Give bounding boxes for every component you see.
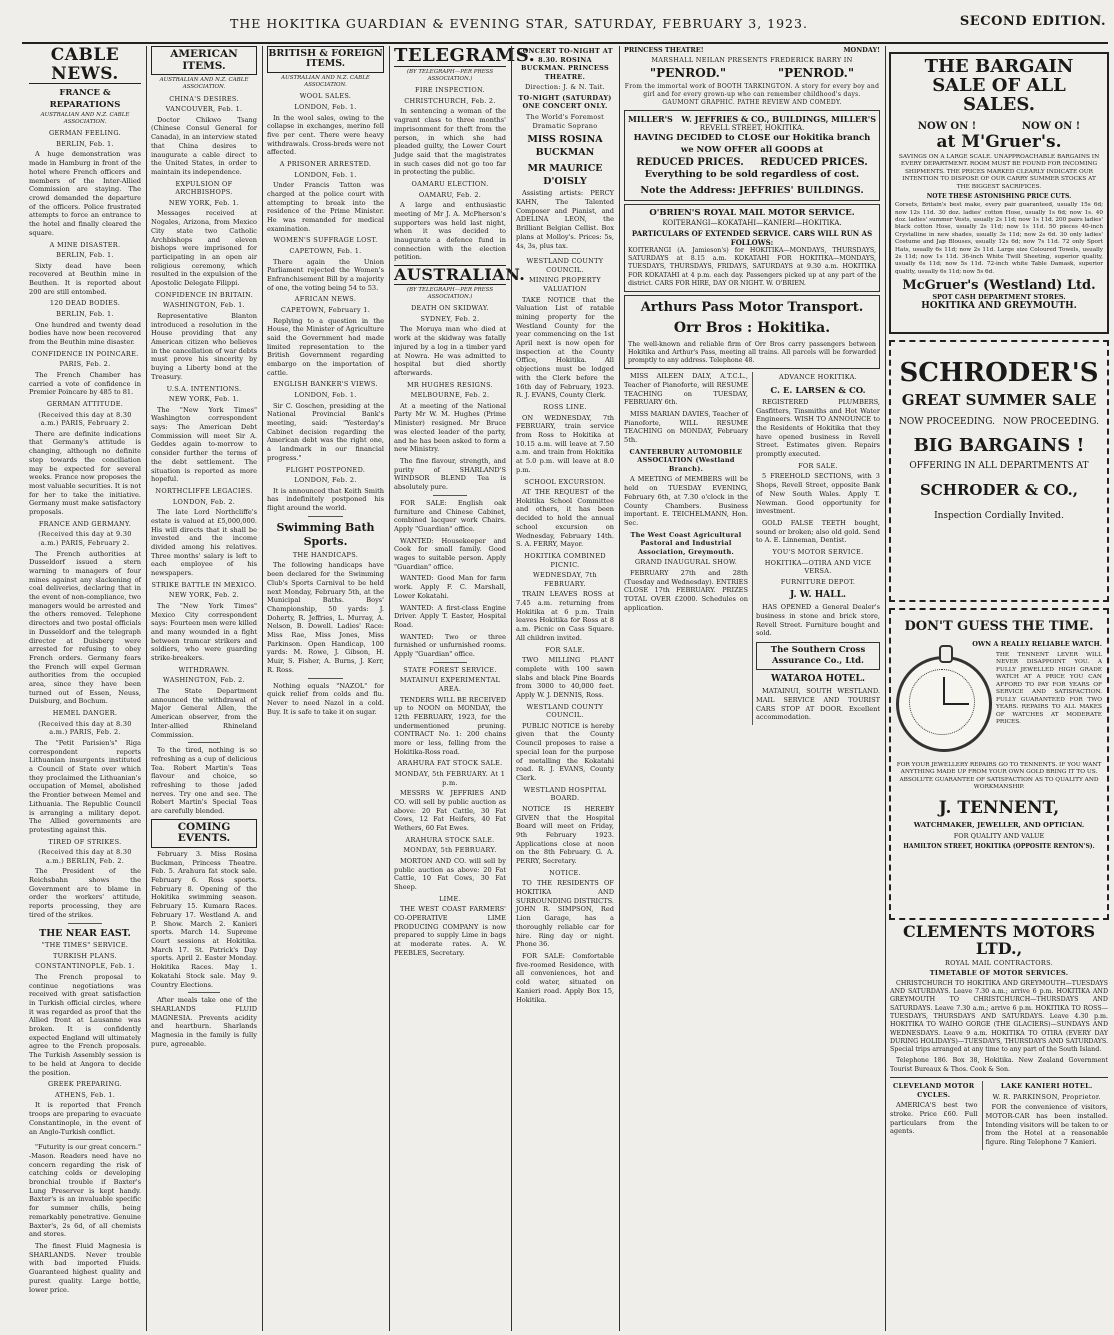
article-heading: TURKISH PLANS. (53, 951, 117, 960)
pocket-watch-icon (896, 656, 992, 752)
mcgruers-tagline: SPOT CASH DEPARTMENT STORES. (932, 292, 1066, 301)
article-heading: FRANCE AND GERMANY. (38, 519, 132, 528)
advert-paragraph: Nothing equals "NAZOL" for quick relief from colds and flu. Never to need Nazol in a cold. Buy. It is safe to take it on sugar. (267, 681, 384, 716)
divider (308, 678, 343, 679)
schroders-sale-ad (889, 340, 1109, 602)
schroders-title: SCHRODER'S (899, 358, 1099, 388)
ad-heading: FURNITURE DEPOT. (780, 577, 856, 586)
coming-events-heading: COMING EVENTS. (151, 819, 257, 848)
article-dateline: LONDON, Feb. 2. (294, 476, 357, 485)
masthead-rule (22, 42, 1108, 44)
cleveland-heading: CLEVELAND MOTOR CYCLES. (893, 1082, 975, 1099)
article-body: It is announced that Keith Smith has indefinitely postponed his flight around the world. (267, 486, 384, 513)
article-heading: U.S.A. INTENTIONS. (166, 384, 242, 393)
column-telegrams (391, 45, 536, 1331)
advert-paragraph: The finest Fluid Magnesia is SHARLANDS. Never trouble with bad imported Fluids. Guaranteed highest quality and purest quality. Large bottle, lower price. (29, 1241, 141, 1294)
reduced-prices: REDUCED PRICES. (760, 156, 868, 168)
classified-ad: WANTED: Two or three furnished or unfurnished rooms. Apply "Guardian" office. (394, 632, 506, 659)
millers-announcement: HAVING DECIDED to CLOSE our Hokitika branch we NOW OFFER all GOODS at (633, 133, 871, 155)
sale-heading: ARAHURA STOCK SALE. (405, 835, 495, 844)
notice-body: TENDERS WILL BE RECEIVED up to NOON on MONDAY, the 12th FEBRUARY, 1923, for the undermentioned pruning. CONTRACT No. 1: 200 chains more or less, felling from the Hokitika-Ross road. (394, 695, 506, 756)
article-dateline: MELBOURNE, Feb. 2. (410, 391, 490, 400)
concert-body: Assisting artists: PERCY KAHN, The Talented Composer and Pianist, and ADELINA LEON, the Brilliant Belgian Cellist. Box plans at Molloy's. Prices: 5s, 4s, 3s, plus tax. (516, 189, 614, 250)
classified-ad: FOR SALE: Comfortable five-roomed Residence, with all conveniences, hot and cold water, situated on Kanieri road. Apply Box 15, Hokitika. (516, 951, 614, 1004)
now-proceeding-label: NOW PROCEEDING. (899, 417, 995, 428)
classified-ad: MISS MARIAN DAVIES, Teacher of Pianoforte, WILL RESUME TEACHING on MONDAY, February 5th. (624, 409, 748, 445)
service-credit: "THE TIMES" SERVICE. (41, 941, 129, 950)
article-dateline: LONDON, Feb. 2. (172, 497, 236, 506)
concert-heading: CONCERT TO-NIGHT AT 8.30. ROSINA BUCKMAN. PRINCESS THEATRE. (517, 47, 613, 81)
near-east-heading: THE NEAR EAST. (39, 927, 131, 939)
article-dateline: BERLIN, Feb. 1. (56, 139, 114, 148)
notice-date: WEDNESDAY, 7th FEBRUARY. (533, 571, 597, 588)
article-heading: FLIGHT POSTPONED. (285, 465, 366, 474)
obriens-timetable: KOITERANGI (A. Jamieson's) for HOKITIKA—MONDAYS, THURSDAYS, SATURDAYS at 8.15 a.m. KOKATAHI FOR HOKITIKA—MONDAYS, TUESDAYS, THURSDAYS, FRIDAYS, SATURDAYS at 9.30 a.m. HOKITIKA FOR KOKATAHI at 4 p.m. each day. Passengers picked up at any part of the district. CARS FOR HIRE, DAY OR NIGHT. W. O'BRIEN. (628, 247, 876, 287)
notice-heading: NOTICE. (549, 868, 581, 877)
notice-body: TWO MILLING PLANT complete with 100 sawn slabs and black Pine Boards from 3000 to 40,000 feet. Apply W. J. DENNIS, Ross. (516, 656, 614, 699)
offering-text: OFFERING IN ALL DEPARTMENTS AT (909, 460, 1089, 471)
coming-events-list: February 3. Miss Rosina Buckman, Princess Theatre. Feb. 5. Arahura fat stock sale. February 6. Ross sports. February 8. Opening of the Hokitika swimming season. February 15. Kumara Races. February 17. Westland A. and P. Show. March 2. Kanieri sports. March 14. Supreme Court sessions at Hokitika. March 17. St. Patrick's Day sports. April 2. Easter Monday. Hokitika Races. May 1. Kokatahi Stock sale. May 9. Country Elections. (151, 849, 257, 989)
obriens-route: KOITERANGI—KOKATAHI—KANIERI—HOKITIKA. (662, 219, 842, 228)
millers-address-note: Note the Address: JEFFRIES' BUILDINGS. (640, 184, 864, 196)
millers-ad (624, 110, 880, 201)
column-rule (511, 46, 512, 1331)
press-association-credit: (BY TELEGRAPH—PER PRESS ASSOCIATION.) (406, 68, 494, 83)
price-list: Corsets, Britain's best make, every pair guaranteed, usually 15s 6d; now 12s 11d. 30 doz. ladies' cotton Hose, usually 1s 6d; now 1s. 40 doz. ladies' summer Vests, usually 2s 11d; now 1s 11d. 200 pairs ladies' black cotton Hose, usually 2s 11d; now 1s 11d. 50 pieces 40-inch Crystalline in new shades, usually 3s 11d; now 2s 6d. 30 only ladies' Costume and Jap Blouses, usually 12s 6d; now 7s 11d. 72 only Sport Hats, usually 6s 11d; now 2s 11d. Large size Coloured Towels, usually 2s 11d; now 1s 11d. 36-inch White Twill Sheeting, superior quality, usually 6s 11d; now 5s 11d. 72-inch white Table Damask, superior quality, usually 6s 11d; now 5s 6d. (895, 202, 1103, 275)
column-rule (146, 46, 147, 1331)
classified-ad: MATAINUI, SOUTH WESTLAND. MAIL SERVICE AND TOURIST CARS STOP AT DOOR. Excellent accommodation. (756, 687, 880, 722)
notice-body: A MEETING of MEMBERS will be held on TUESDAY EVENING, February 6th, at 7.30 o'clock in the County Chambers. Business important. E. TEICHELMANN, Hon. Sec. (624, 475, 748, 527)
article-body: The late Lord Northcliffe's estate is valued at £5,000,000. His will directs that it shall be invested and the income divided among his relatives. Three months' salary is left to each employee of his newspapers. (151, 508, 257, 578)
film-titles (624, 66, 880, 82)
lake-kanieri-heading: LAKE KANIERI HOTEL. (1000, 1082, 1093, 1091)
article-dateline: NEW YORK, Feb. 1. (168, 198, 240, 207)
advert-paragraph: "Futurity is our great concern." -Mason. Readers need have no concern regarding the risk of catching colds or developing bronchial trouble if Baxter's Lung Preserver is kept handy. Baxter's is an invaluable specific for summer chills, being remarkably penetrative. Genuine Baxter's, 2s 6d, of all chemists and stores. (29, 1143, 141, 1239)
article-body: Doctor Chikwo Tsang (Chinese Consul General for Canada), in an interview stated that China desires to inaugurate a cable direct to the United States, in order to maintain its independence. (151, 115, 257, 176)
article-dateline: LONDON, Feb. 1. (294, 391, 357, 400)
divider (550, 253, 579, 254)
notice-heading: SCHOOL EXCURSION. (524, 477, 606, 486)
article-body: The French proposal to continue negotiations was received with great satisfaction in Turkish official circles, where it was regarded as proof that the Allied front at Lausanne was broken. It is confidently expected England will ultimately agree to the French proposals. The Turkish Assembly session is to be held at Angora to decide the position. (29, 972, 141, 1077)
classified-ad: WANTED: Good Man for farm work. Apply F. C. Marshall, Lower Kokatahi. (394, 574, 506, 600)
article-heading: GERMAN ATTITUDE. (46, 400, 124, 408)
article-dateline: CAPETOWN, February 1. (280, 305, 371, 314)
millers-tagline: Everything to be sold regardless of cost. (644, 169, 860, 181)
tennent-trade: WATCHMAKER, JEWELLER, AND OPTICIAN. (913, 820, 1085, 829)
article-heading: STATE FOREST SERVICE. (403, 665, 497, 674)
mcgruers-company: McGruer's (Westland) Ltd. (902, 278, 1096, 294)
article-dateline: (Received this day at 8.30 a.m.) PARIS, Feb. 2. (38, 719, 132, 737)
article-body: The President of the Reichsbahn shows the Government are to blame in order the workers' attitude, reports processing, they are tired of the strikes. (29, 867, 141, 919)
article-dateline: ATHENS, Feb. 1. (54, 1090, 116, 1099)
article-dateline: WASHINGTON, Feb. 2. (163, 676, 245, 685)
edition-label: SECOND EDITION. (959, 14, 1106, 29)
notice-body: ON WEDNESDAY, 7th FEBRUARY, train service from Ross to Hokitika at 10.15 a.m. will leave at 7.50 a.m. and train from Hokitika at 5.0 p.m. will leave at 8.0 p.m. (516, 413, 614, 474)
bargain-sale-title: THE BARGAIN SALE OF ALL SALES. (924, 56, 1074, 115)
article-dateline: CONSTANTINOPLE, Feb. 1. (35, 962, 135, 971)
article-subheading: MATAINUI EXPERIMENTAL AREA. (399, 676, 501, 693)
orr-bros-name: Orr Bros : Hokitika. (673, 320, 831, 337)
article-dateline: VANCOUVER, Feb. 1. (165, 105, 243, 114)
column-notices (513, 46, 617, 1331)
mcgruers-name: at M'Gruer's. (936, 131, 1062, 152)
article-dateline: LONDON, Feb. 1. (294, 170, 357, 179)
great-summer-sale: GREAT SUMMER SALE (901, 391, 1097, 410)
clements-motors-ad (887, 924, 1111, 1331)
advert-paragraph: The fine flavour, strength, and purity of SHARLAND'S WINDSOR BLEND Tea is absolutely pure. (394, 457, 506, 492)
notice-heading: FOR SALE. (545, 645, 585, 654)
article-body: The "New York Times" Mexico City correspondent says: Fourteen men were killed and many wounded in a fight between tramcar strikers and soldiers, who were guarding strike-breakers. (151, 601, 257, 663)
reduced-prices: REDUCED PRICES. (636, 156, 744, 168)
now-proceeding-label: NOW PROCEEDING. (1003, 417, 1099, 428)
masthead (0, 0, 1114, 44)
sale-intro: SAVINGS ON A LARGE SCALE. UNAPPROACHABLE BARGAINS IN EVERY DEPARTMENT. ROOM MUST BE FOUND FOR INCOMING SHIPMENTS. THE PRICES MARKED CLEARLY INDICATE OUR INTENTION TO DISPOSE OF OUR CARRY SUMMER STOCKS AT THE BIGGEST SACRIFICES. (898, 153, 1100, 190)
notice-heading: WESTLAND HOSPITAL BOARD. (523, 785, 607, 803)
article-heading: HEMEL DANGER. (52, 709, 118, 718)
article-dateline: BERLIN, Feb. 1. (56, 310, 114, 319)
notice-body: TAKE NOTICE that the Valuation List of ratable mining property for the Westland County for the year commencing on the 1st April next is now open for inspection at the County Office, Hokitika. All objections must be lodged with the Clerk before the 16th day of February, 1923. R. J. EVANS, County Clerk. (516, 295, 614, 400)
cleveland-body: AMERICA'S best two stroke. Price £60. Full particulars from the agents. (890, 1101, 978, 1136)
british-foreign-heading: BRITISH & FOREIGN ITEMS. (267, 46, 384, 73)
inspection-invited: Inspection Cordially Invited. (934, 510, 1064, 521)
article-heading: DEATH ON SKIDWAY. (411, 304, 489, 313)
article-heading: A MINE DISASTER. (49, 240, 121, 249)
sale-heading: ARAHURA FAT STOCK SALE. (397, 759, 503, 768)
article-body: A large and enthusiastic meeting of Mr J. A. McPherson's supporters was held last night, when it was decided to inaugurate a defence fund in connection with the election petition. (394, 201, 506, 262)
advert-paragraph: To the tired, nothing is so refreshing as a cup of delicious Tea. Robert Martin's Teas flavour and choice, so refreshing to those jaded nerves. Try one and see. The Robert Martin's Special Teas are carefully blended. (151, 746, 257, 816)
obriens-motor-ad (624, 204, 880, 292)
article-body: There are definite indications that Germany's attitude is changing, although no definite step towards the conciliation may be expected for several weeks. France now proposes the most valuable securities. It is not for her to take the initiative. Germany must make satisfactory proposals. (29, 429, 141, 517)
now-on-label: NOW ON ! (1021, 120, 1081, 132)
notice-heading: WESTLAND COUNTY COUNCIL. (526, 702, 604, 720)
concert-tagline: The World's Foremost Dramatic Soprano (525, 113, 605, 130)
article-body: Representative Blanton introduced a resolution in the House providing that any American citizen who believes in the cancellation of war debts must prove his sincerity by buying a Liberty bond at the Treasury. (151, 311, 257, 381)
obriens-title: O'BRIEN'S ROYAL MAIL MOTOR SERVICE. (649, 208, 855, 219)
concert-date: TO-NIGHT (SATURDAY) ONE CONCERT ONLY. (518, 93, 612, 111)
american-items-heading: AMERICAN ITEMS. (151, 46, 257, 75)
telegrams-heading: TELEGRAMS. (394, 45, 536, 66)
notice-heading: HOKITIKA COMBINED PICNIC. (524, 552, 606, 569)
bottom-ads (890, 1081, 1108, 1150)
article-heading: GREEK PREPARING. (48, 1080, 122, 1089)
article-dateline: CAPETOWN, Feb. 1. (289, 247, 362, 255)
schroder-company: SCHRODER & CO., (920, 480, 1078, 499)
article-body: The following handicaps have been declared for the Swimming Club's Sports Carnival to be held next Monday, February 5th, at the Municipal Baths. Boys' Championship, 50 yards: J. Doherty, R. Jeffries, L. Murray, A. Nelson, B. Dowell. Ladies' Race: Miss Rae, Miss Jones, Miss Parkinson. Open Handicap, 100 yards: M. Rowe, J. Gibson, H. Muir, S. Fisher, A. Burns, J. Kerr, R. Ross. (267, 561, 384, 674)
divider (68, 1139, 102, 1140)
tennent-watch-ad (889, 608, 1109, 920)
article-heading: GERMAN FEELING. (48, 129, 122, 138)
article-body: The French Chamber has carried a vote of confidence in Premier Poincare by 485 to 81. (29, 370, 141, 397)
article-heading: EXPULSION OF ARCHBISHOPS. (175, 179, 233, 197)
column-rule (885, 46, 886, 1331)
column-rule (389, 46, 390, 1331)
tennent-name: J. TENNENT, (938, 797, 1060, 818)
theatre-ad-header (624, 46, 880, 55)
article-dateline: WASHINGTON, Feb. 1. (163, 301, 245, 310)
article-heading: CONFIDENCE IN BRITAIN. (154, 290, 254, 299)
sale-date: MONDAY, 5th FEBRUARY. At 1 p.m. (394, 770, 506, 787)
notice-heading: ROSS LINE. (543, 403, 587, 411)
theatre-day: MONDAY! (843, 46, 880, 54)
notice-body: PUBLIC NOTICE is hereby given that the County Council proposes to raise a special loan for the purpose of metalling the Kokatahi road. R. J. EVANS, County Clerk. (516, 721, 614, 782)
article-body: Under Francis Tatton was charged at the police court with attempting to break into the residence of the Prime Minister. He was remanded for medical examination. (267, 181, 384, 233)
divider (308, 516, 343, 517)
arthurs-pass-body: The well-known and reliable firm of Orr Bros carry passengers between Hokitika and Arthur's Pass, meeting all trains. All parcels will be forwarded promptly to any address. Telephone 48. (628, 340, 876, 364)
article-dateline: OAMARU, Feb. 2. (418, 190, 482, 199)
sale-body: MORTON AND CO. will sell by public auction as above: 20 Fat Cattle, 10 Fat Cows, 30 Fat Sheep. (394, 856, 506, 891)
article-dateline: (Received this day at 9.30 a.m.) PARIS, February 2. (38, 530, 132, 547)
column-american-items (148, 46, 260, 1331)
notice-subheading: GRAND INAUGURAL SHOW. (634, 558, 738, 567)
ad-subheading: HOKITIKA—OTIRA AND VICE VERSA. (764, 558, 872, 576)
article-body: Messages received at Nogales, Arizona, from Mexico City state two Catholic Archbishops and eleven bishops were imprisoned for participating in an open air religious ceremony, which resulted in the expulsion of the Apostolic Delegate Filippi. (151, 209, 257, 288)
cable-news-heading: CABLE NEWS. (29, 46, 141, 84)
article-body: Sir C. Goschen, presiding at the National Provincial Bank's meeting, said: "Yesterday's Cabinet decision regarding the American debt was the right one, a landmark in our financial progress." (267, 401, 384, 462)
article-heading: NORTHCLIFFE LEGACIES. (155, 487, 253, 495)
lake-kanieri-ad (982, 1081, 1109, 1150)
article-heading: CHINA'S DESIRES. (169, 94, 239, 103)
article-body: The State Department announced the withdrawal of Major General Allen, the American observer, from the Inter-allied Rhineland Commission. (151, 687, 257, 739)
column-rule (262, 46, 263, 1331)
hall-name: J. W. HALL. (789, 590, 847, 601)
article-body: In the wool sales, owing to the collapse in exchanges, merino fell five per cent. There were heavy withdrawals. Cross-breds were not affected. (267, 113, 384, 157)
article-heading: WITHDRAWN. (178, 665, 230, 674)
article-body: In sentencing a woman of the vagrant class to three months' imprisonment for theft from the person, in which she had pleaded guilty, the Lower Court Judge said that the magistrates in such cases did not go too far in protecting the public. (394, 107, 506, 177)
arthurs-pass-ad (624, 295, 880, 369)
france-reparations-heading: FRANCE & REPARATIONS (49, 88, 121, 110)
cleveland-ad (890, 1081, 978, 1150)
article-heading: A PRISONER ARRESTED. (279, 160, 372, 169)
column-rule (619, 46, 620, 1331)
mcgruers-locations: HOKITIKA AND GREYMOUTH. (921, 300, 1077, 311)
clements-contact: Telephone 186. Box 38, Hokitika. New Zealand Government Tourist Bureaux & Thos. Cook & Son. (890, 1057, 1108, 1073)
lime-body: THE WEST COAST FARMERS' CO-OPERATIVE LIME PRODUCING COMPANY is now prepared to supply Lime in bags at moderate rates. A. W. PEEBLES, Secretary. (394, 905, 506, 957)
performer-name: MR MAURICE D'OISLY (527, 163, 603, 187)
ad-heading: FOR SALE. (798, 461, 838, 470)
notice-body: TRAIN LEAVES ROSS at 7.45 a.m. returning from Hokitika at 6 p.m. Train leaves Hokitika for Ross at 8 a.m. Picnic on Cass Square. All children invited. (516, 590, 614, 642)
lime-heading: LIME. (439, 894, 461, 903)
lower-ads-left (624, 372, 748, 725)
concert-direction: Direction: J. & N. Tait. (524, 83, 606, 92)
cable-association-credit: AUSTRALIAN AND N.Z. CABLE ASSOCIATION. (281, 74, 370, 89)
notice-body: NOTICE IS HEREBY GIVEN that the Hospital Board will meet on Friday, 9th February 1923. Applications close at noon on the 8th February. G. A. PERRY, Secretary. (516, 804, 614, 866)
article-body: One hundred and twenty dead bodies have now been recovered from the Beuthin mine disaster. (29, 320, 141, 347)
article-dateline: LONDON, Feb. 1. (294, 102, 357, 111)
column-advertisements (621, 46, 883, 1331)
divider (188, 992, 220, 993)
notice-heading: The West Coast Agricultural Pastoral and Industrial Association, Greymouth. (630, 530, 742, 556)
notice-heading: CANTERBURY AUTOMOBILE ASSOCIATION (Westland Branch). (629, 447, 743, 473)
big-bargains: BIG BARGAINS ! (913, 435, 1085, 457)
article-dateline: (Received this day at 8.30 a.m.) PARIS, February 2. (38, 410, 132, 428)
now-on-label: NOW ON ! (917, 120, 977, 132)
article-heading: AFRICAN NEWS. (294, 295, 357, 304)
article-heading: STRIKE BATTLE IN MEXICO. (151, 580, 257, 589)
article-heading: WOOL SALES. (299, 92, 352, 101)
sale-date: MONDAY, 5th FEBRUARY. (403, 846, 497, 855)
article-body: Replying to a question in the House, the Minister of Agriculture said the Government had made limited representation to the British Government regarding embargo on the importation of cattle. (267, 316, 384, 377)
dont-guess-time: DON'T GUESS THE TIME. (904, 619, 1094, 634)
film-title: "PENROD." (649, 66, 727, 81)
classified-ad: FOR SALE: English oak furniture and Chinese Cabinet, combined lacquer work Chairs. Apply "Guardian" office. (394, 498, 506, 533)
article-heading: ENGLISH BANKER'S VIEWS. (273, 380, 378, 389)
article-heading: MR HUGHES RESIGNS. (406, 380, 494, 389)
tennent-lever-text: THE TENNENT LEVER WILL NEVER DISAPPOINT YOU. A FULLY JEWELLED HIGH GRADE WATCH AT A PRICE YOU CAN AFFORD TO PAY FOR YEARS OF SERVICE AND SATISFACTION. FULLY GUARANTEED FOR TWO YEARS. REPAIRS TO ALL MAKES OF WATCHES AT MODERATE PRICES. (996, 651, 1102, 726)
masthead-title: THE HOKITIKA GUARDIAN & EVENING STAR, SATURDAY, FEBRUARY 3, 1923. (230, 16, 808, 31)
jewellery-repairs-text: FOR YOUR JEWELLERY REPAIRS GO TO TENNENTS. IF YOU WANT ANYTHING MADE UP FROM YOUR OWN GOLD BRING IT TO US. ABSOLUTE GUARANTEE OF SATISFACTION AS TO QUALITY AND WORKMANSHIP. (896, 761, 1102, 791)
millers-label: MILLER'S (628, 113, 673, 124)
divider (68, 923, 102, 924)
column-cable-news (26, 46, 144, 1331)
ad-heading: ADVANCE HOKITIKA. (779, 373, 857, 382)
article-body: There again the Union Parliament rejected the Women's Enfranchisement Bill by a majority of one, the voting being 54 to 53. (267, 257, 384, 292)
theatre-presents: MARSHALL NEILAN PRESENTS FREDERICK BARRY IN (651, 55, 853, 64)
watch-ad-body (896, 652, 1102, 756)
film-description: From the immortal work of BOOTH TARKINGTON. A story for every boy and girl and for every grown-up who can remember childhood's days. GAUMONT GRAPHIC. PATHE REVIEW AND COMEDY. (624, 82, 880, 106)
theatre-name: PRINCESS THEATRE! (624, 46, 704, 54)
wataroa-hotel-heading: WATAROA HOTEL. (770, 674, 865, 685)
column-british-foreign (264, 46, 387, 1331)
classified-ad: HAS OPENED a General Dealer's business in stone and brick store, Revell Street. Furniture bought and sold. (756, 603, 880, 638)
article-body: A huge demonstration was made in Hamburg in front of the hotel where French officers and members of the Inter-Allied Commission are staying. The crowd demanded the departure of the officers. Police frustrated attempts to force an entrance to the hotel and finally cleared the square. (29, 150, 141, 237)
advert-paragraph: After meals take one of the SHARLANDS FLUID MAGNESIA. Prevents acidity and heartburn. Sharlands Magnesia in the family is fully pure, agreeable. (151, 996, 257, 1048)
southern-cross-ad: The Southern Cross Assurance Co., Ltd. (756, 642, 880, 670)
classified-ad: MISS AILEEN DALY, A.T.C.L., Teacher of Pianoforte, will RESUME TEACHING on TUESDAY, FEBRUARY 6th. (624, 372, 748, 407)
obriens-subtitle: PARTICULARS OF EXTENDED SERVICE. CARS WILL RUN AS FOLLOWS: (631, 228, 873, 247)
film-title: "PENROD." (777, 66, 855, 81)
cable-association-credit: AUSTRALIAN AND N.Z. CABLE ASSOCIATION. (40, 111, 130, 126)
article-body: At a meeting of the National Party Mr W. M. Hughes (Prime Minister) resigned. Mr Bruce was elected leader of the party, and he has been asked to form a new Ministry. (394, 401, 506, 454)
tennent-address: HAMILTON STREET, HOKITIKA (OPPOSITE RENTON'S). (903, 842, 1095, 850)
article-dateline: NEW YORK, Feb. 2. (168, 591, 240, 600)
sale-body: MESSRS W. JEFFRIES AND CO. will sell by public auction as above: 20 Fat Cattle, 30 Fat Cows, 12 Fat Heifers, 40 Fat Wethers, 60 Fat Ewes. (394, 789, 506, 832)
article-body: The "Petit Parisien's" Riga correspondent reports Lithuanian insurgents instituted a Council of State over which they proclaimed the Lithuanian's occupation of Memel, abolished the Frontier between Memel and Lithuania. The Republic Council is arranging a military depot. The Allied governments are protesting against this. (29, 738, 141, 834)
lake-kanieri-body: FOR the convenience of visitors, MOTOR-CAR has been installed. Intending visitors will be taken to or from the Hotel at a reasonable figure. Ring Telephone 7 Kanieri. (985, 1103, 1108, 1146)
article-dateline: SYDNEY, Feb. 2. (420, 314, 480, 323)
notice-subheading: MINING PROPERTY VALUATION (528, 276, 602, 293)
ad-heading: YOU'S MOTOR SERVICE. (772, 548, 864, 557)
article-dateline: CHRISTCHURCH, Feb. 2. (404, 96, 496, 105)
article-dateline: NEW YORK, Feb. 1. (168, 395, 240, 404)
article-heading: 120 DEAD BODIES. (49, 299, 121, 308)
swimming-sports-heading: Swimming Bath Sports. (276, 520, 375, 549)
divider (433, 495, 467, 496)
article-dateline: BERLIN, Feb. 1. (56, 251, 114, 260)
classified-ad: 5 FREEHOLD SECTIONS, with 3 Shops, Revell Street, opposite Bank of New South Wales. Apply T. Newman. Good opportunity for investment. (756, 472, 880, 516)
article-body: The French authorities at Dusseldorf issued a stern warning to managers of four mines against any slackening of coal deliveries, declaring that in the event of non-compliance, two managers would be arrested and the others removed. Telephone directors and two postal officials in Dusseldorf and the telegraph director at Duisberg were arrested for refusing to obey French orders. Germany fears the French will expel German authorities from the occupied area, since they have been turned out of Essen, Neuss, Duisburg, and Bochum. (29, 549, 141, 706)
article-heading: OAMARU ELECTION. (411, 180, 489, 189)
article-heading: FIRE INSPECTION. (415, 86, 485, 95)
divider (433, 662, 467, 663)
larsen-name: C. E. LARSEN & CO. (770, 385, 866, 396)
press-association-credit: (BY TELEGRAPH—PER PRESS ASSOCIATION.) (406, 286, 494, 300)
clements-motors-title: CLEMENTS MOTORS LTD., (902, 922, 1096, 958)
timetable-heading: TIMETABLE OF MOTOR SERVICES. (929, 969, 1069, 978)
article-body: Sixty dead have been recovered at Beuthin mine in Beuthen. It is reported about 200 are still entombed. (29, 261, 141, 296)
divider (188, 742, 220, 743)
article-dateline: PARIS, Feb. 2. (59, 360, 111, 369)
mcgruers-sale-ad (889, 52, 1109, 334)
article-heading: CONFIDENCE IN POINCARE. (31, 349, 139, 358)
article-body: It is reported that French troops are preparing to evacuate Constantinople, in the event of an Anglo-Turkish conflict. (29, 1101, 141, 1136)
motor-timetable: CHRISTCHURCH TO HOKITIKA AND GREYMOUTH—TUESDAYS AND SATURDAYS. Leave 7.30 a.m.; arrive 6 p.m. HOKITIKA AND GREYMOUTH TO CHRISTCHURCH—THURSDAYS AND SATURDAYS. Leave 7.30 a.m.; arrive 6 p.m. HOKITIKA TO ROSS—TUESDAYS, THURSDAYS AND SATURDAYS. Leave 4.30 p.m. HOKITIKA TO WAIHO GORGE (THE GLACIERS)—SUNDAYS AND WEDNESDAYS. Leave 9 a.m. HOKITIKA TO OTIRA (EVERY DAY DURING HOLIDAYS)—TUESDAYS, THURSDAYS AND SATURDAYS. Special trips arranged at any time to any part of the South Island. (890, 979, 1108, 1054)
classified-ad: WANTED: Housekeeper and Cook for small family. Good wages to suitable person. Apply "Guardian" office. (394, 536, 506, 571)
notice-body: TO THE RESIDENTS OF HOKITIKA AND SURROUNDING DISTRICTS. JOHN R. SIMPSON, Red Lion Garage, has a thoroughly reliable car for hire. Ring day or night. Phone 36. (516, 879, 614, 949)
reliable-watch: OWN A REALLY RELIABLE WATCH. (972, 639, 1102, 648)
millers-address: REVELL STREET, HOKITIKA. (699, 124, 805, 133)
price-cuts-heading: NOTE THESE ASTONISHING PRICE CUTS. (926, 193, 1072, 201)
article-heading: WOMEN'S SUFFRAGE LOST. (273, 236, 378, 245)
notice-heading: WESTLAND COUNTY COUNCIL. (526, 257, 604, 274)
article-heading: TIRED OF STRIKES. (48, 837, 122, 846)
royal-mail-contractors: ROYAL MAIL CONTRACTORS. (944, 958, 1054, 967)
article-body: The "New York Times" Washington correspondent says: The American Debt Commission will meet Sir A. Geddes again to-morrow to consider further the terms of the debt settlement. The situation is reported as more hopeful. (151, 405, 257, 484)
classified-ad: GOLD FALSE TEETH bought, sound or broken; also old gold. Send to A. E. Linneman, Dentist. (756, 518, 880, 545)
article-body: The Moruya man who died at work at the skidway was fatally injured by a log in a timber yard at Nowra. He was admitted to hospital but died shortly afterwards. (394, 325, 506, 377)
cable-association-credit: AUSTRALIAN AND N.Z. CABLE ASSOCIATION. (159, 77, 249, 91)
australian-heading: AUSTRALIAN. (394, 265, 526, 285)
millers-buildings: W. JEFFRIES & CO., BUILDINGS, MILLER'S (681, 113, 876, 124)
lower-ads-right (752, 372, 880, 725)
lake-kanieri-proprietor: W. R. PARKINSON, Proprietor. (992, 1092, 1101, 1101)
classified-ad: REGISTERED PLUMBERS, Gasfitters, Tinsmiths and Hot Water Engineers. WISH TO ANNOUNCE to the Residents of Hokitika that they have opened business in Revell Street. Estimates given. Repairs promptly executed. (756, 397, 880, 459)
article-dateline: (Received this day at 8.30 a.m.) BERLIN, Feb. 2. (38, 848, 132, 865)
performer-name: MISS ROSINA BUCKMAN (527, 134, 603, 158)
classified-ad: WANTED: A first-class Engine Driver. Apply T. Easter, Hospital Road. (394, 603, 506, 629)
lower-ads-grid (624, 372, 880, 725)
quality-value: FOR QUALITY AND VALUE (953, 831, 1045, 840)
notice-body: FEBRUARY 27th and 28th (Tuesday and Wednesday). ENTRIES CLOSE 17th FEBRUARY. PRIZES TOTAL OVER £2000. Schedules on application. (624, 568, 748, 612)
notice-body: AT THE REQUEST of the Hokitika School Committee and others, it has been decided to hold the annual school excursion on Wednesday, February 14th. S. A. FERRY, Mayor. (516, 488, 614, 549)
arthurs-pass-title: Arthurs Pass Motor Transport. (640, 299, 864, 315)
article-subheading: THE HANDICAPS. (292, 550, 359, 559)
